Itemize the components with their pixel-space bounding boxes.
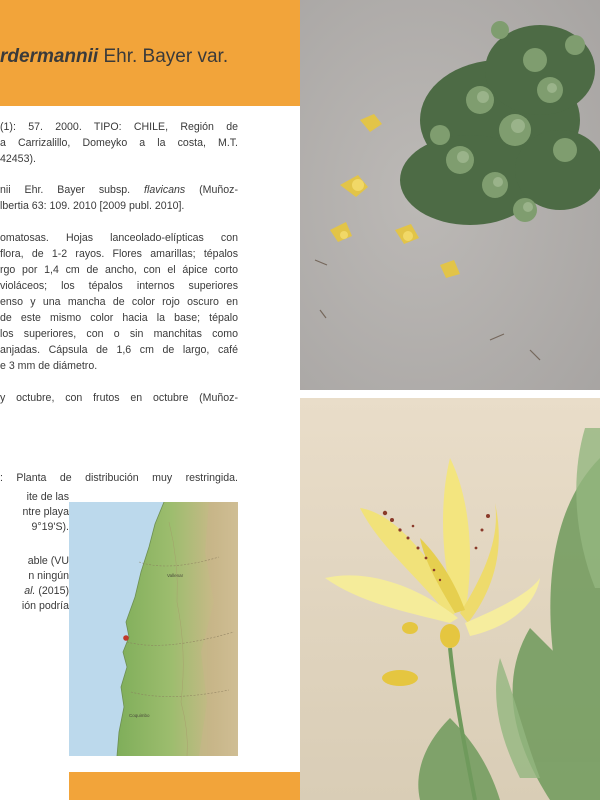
text-line-description-2: flora, de 1-2 rayos. Flores amarillas; tépalos xyxy=(0,248,238,260)
text-line-type-3: 42453). xyxy=(0,153,36,165)
text-line-description-8: anjadas. Cápsula de 1,6 cm de largo, café xyxy=(0,344,238,356)
text-line-dist-4: 9°19'S). xyxy=(31,521,69,533)
photo-plant-on-sand xyxy=(300,0,600,390)
species-name-italic: rdermannii xyxy=(0,46,99,67)
text-line-type-2: a Carrizalillo, Domeyko a la costa, M.T. xyxy=(0,137,238,149)
text-line-description-6: de este mismo color hacia la base; tépalo xyxy=(0,312,238,324)
text-line-status-1: able (VU xyxy=(27,555,69,567)
photo-yellow-flower xyxy=(300,398,600,800)
text-line-description-3: rgo por 1,4 cm de ancho, con el ápice corto xyxy=(0,264,238,276)
page-title xyxy=(0,46,300,68)
text-line-dist-2: ite de las xyxy=(26,491,69,503)
text-line-status-4: ión podría xyxy=(21,600,69,612)
text-line-description-7: los superiores, con o sin manchitas como xyxy=(0,328,238,340)
map-label-vallenar: Vallenar xyxy=(167,573,184,578)
text-line-description-5: enso y una mancha de color rojo oscuro en xyxy=(0,296,238,308)
text-line-description-1: omatosas. Hojas lanceolado-elípticas con xyxy=(0,232,238,244)
text-line-distribution: : Planta de distribución muy restringida. xyxy=(0,472,238,484)
distribution-marker xyxy=(123,635,129,641)
text-line-description-4: violáceos; los tépalos internos superiores xyxy=(0,280,238,292)
text-line-type-1: (1): 57. 2000. TIPO: CHILE, Región de xyxy=(0,121,238,133)
text-line-synonym-1: nii Ehr. Bayer subsp. flavicans (Muñoz- xyxy=(0,184,238,196)
text-line-synonym-2: lbertia 63: 109. 2010 [2009 publ. 2010]. xyxy=(0,200,185,212)
distribution-map xyxy=(69,502,238,756)
map-label-coquimbo: Coquimbo xyxy=(129,713,150,718)
footer-band xyxy=(69,772,300,800)
text-line-phenology: y octubre, con frutos en octubre (Muñoz- xyxy=(0,392,238,404)
species-name-author: Ehr. Bayer var. xyxy=(98,46,229,67)
text-line-description-9: e 3 mm de diámetro. xyxy=(0,360,98,372)
text-line-status-2: n ningún xyxy=(28,570,69,582)
text-line-status-3: al. (2015) xyxy=(24,585,69,597)
text-line-dist-3: ntre playa xyxy=(22,506,69,518)
